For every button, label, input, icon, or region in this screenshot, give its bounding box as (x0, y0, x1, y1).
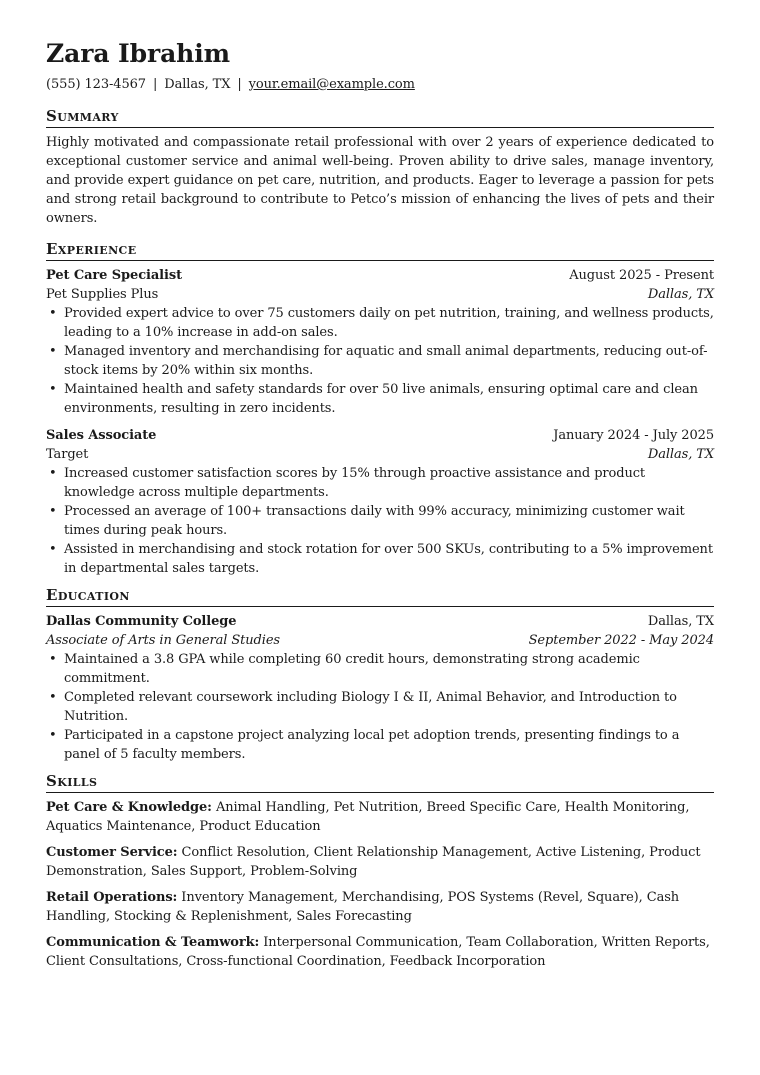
education-dates: September 2022 - May 2024 (528, 633, 714, 648)
job-entry (46, 426, 714, 578)
summary-text: Highly motivated and compassionate retail professional with over 2 years of experience dedicated to exceptional customer service and animal well-being. Proven ability to drive sales, manage inventory, and provide expert guidance on pet care, nutrition, and products. Eager to leverage a passion for pets and strong retail background to contribute to Petco’s mission of enhancing the lives of pets and their owners. (46, 135, 714, 226)
section-title-experience: Experience (46, 240, 714, 261)
skill-group (46, 888, 714, 926)
bullet-text: Maintained a 3.8 GPA while completing 60 credit hours, demonstrating strong academic commitment. (64, 652, 640, 686)
list-item (46, 502, 714, 540)
job-dates: January 2024 - July 2025 (553, 428, 714, 443)
education-bullets (46, 650, 714, 764)
skill-list: Animal Handling, Pet Nutrition, Breed Specific Care, Health Monitoring, Aquatics Maintenance, Product Education (46, 800, 690, 834)
bullet-text: Completed relevant coursework including Biology I & II, Animal Behavior, and Introduction to Nutrition. (64, 690, 677, 724)
list-item (46, 304, 714, 342)
contact-separator: | (152, 77, 158, 92)
skill-group (46, 843, 714, 881)
skill-category: Retail Operations: (46, 890, 178, 905)
skill-group (46, 933, 714, 971)
contact-separator: | (237, 77, 242, 92)
bullet-text: Provided expert advice to over 75 customers daily on pet nutrition, training, and wellness products, leading to a 10% increase in add-on sales. (64, 306, 714, 340)
section-title-education: Education (46, 586, 714, 607)
job-dates: August 2025 - Present (569, 268, 714, 283)
bullet-icon: • (49, 652, 57, 667)
bullet-icon: • (49, 306, 57, 321)
bullet-text: Managed inventory and merchandising for aquatic and small animal departments, reducing out-of-stock items by 20% within six months. (64, 344, 708, 378)
contact-location: Dallas, TX (164, 77, 231, 92)
education-entry (46, 612, 714, 764)
list-item (46, 650, 714, 688)
list-item (46, 688, 714, 726)
summary-section (46, 107, 714, 228)
education-section (46, 586, 714, 764)
skill-list: Inventory Management, Merchandising, POS Systems (Revel, Square), Cash Handling, Stocking & Replenishment, Sales Forecasting (46, 890, 680, 924)
job-location: Dallas, TX (647, 287, 714, 302)
job-title: Sales Associate (46, 428, 157, 443)
list-item (46, 540, 714, 578)
section-title-skills: Skills (46, 772, 714, 793)
company-name: Target (46, 447, 89, 462)
resume-page (46, 38, 714, 978)
bullet-text: Maintained health and safety standards for over 50 live animals, ensuring optimal care and clean environments, resulting in zero incidents. (64, 382, 698, 416)
bullet-icon: • (49, 382, 57, 397)
phone-number: (555) 123-4567 (46, 77, 146, 92)
skill-category: Communication & Teamwork: (46, 935, 260, 950)
bullet-text: Processed an average of 100+ transactions daily with 99% accuracy, minimizing customer wait times during peak hours. (64, 504, 685, 538)
bullet-icon: • (49, 466, 57, 481)
skill-category: Customer Service: (46, 845, 178, 860)
skill-category: Pet Care & Knowledge: (46, 800, 212, 815)
bullet-icon: • (49, 542, 57, 557)
bullet-text: Assisted in merchandising and stock rotation for over 500 SKUs, contributing to a 5% improvement in departmental sales targets. (64, 542, 713, 576)
bullet-icon: • (49, 504, 57, 519)
candidate-name: Zara Ibrahim (46, 39, 230, 68)
section-title-summary: Summary (46, 107, 714, 128)
job-bullets (46, 464, 714, 578)
bullet-icon: • (49, 728, 57, 743)
school-location: Dallas, TX (647, 614, 714, 629)
job-title: Pet Care Specialist (46, 268, 182, 283)
list-item (46, 726, 714, 764)
list-item (46, 464, 714, 502)
bullet-text: Participated in a capstone project analyzing local pet adoption trends, presenting findings to a panel of 5 faculty members. (64, 728, 680, 762)
job-bullets (46, 304, 714, 418)
list-item (46, 380, 714, 418)
bullet-text: Increased customer satisfaction scores by 15% through proactive assistance and product knowledge across multiple departments. (64, 466, 646, 500)
skill-group (46, 798, 714, 836)
school-name: Dallas Community College (46, 614, 237, 629)
email-link[interactable]: your.email@example.com (248, 77, 415, 92)
skills-section (46, 772, 714, 971)
experience-section (46, 240, 714, 578)
company-name: Pet Supplies Plus (46, 287, 159, 302)
skill-list: Interpersonal Communication, Team Collaboration, Written Reports, Client Consultations, Cross-functional Coordination, Feedback Incorporation (46, 935, 710, 969)
bullet-icon: • (49, 690, 57, 705)
skill-list: Conflict Resolution, Client Relationship Management, Active Listening, Product Demonstration, Sales Support, Problem-Solving (46, 845, 701, 879)
job-entry (46, 266, 714, 418)
list-item (46, 342, 714, 380)
bullet-icon: • (49, 344, 57, 359)
contact-line (46, 76, 714, 94)
degree-name: Associate of Arts in General Studies (46, 633, 281, 648)
job-location: Dallas, TX (647, 447, 714, 462)
